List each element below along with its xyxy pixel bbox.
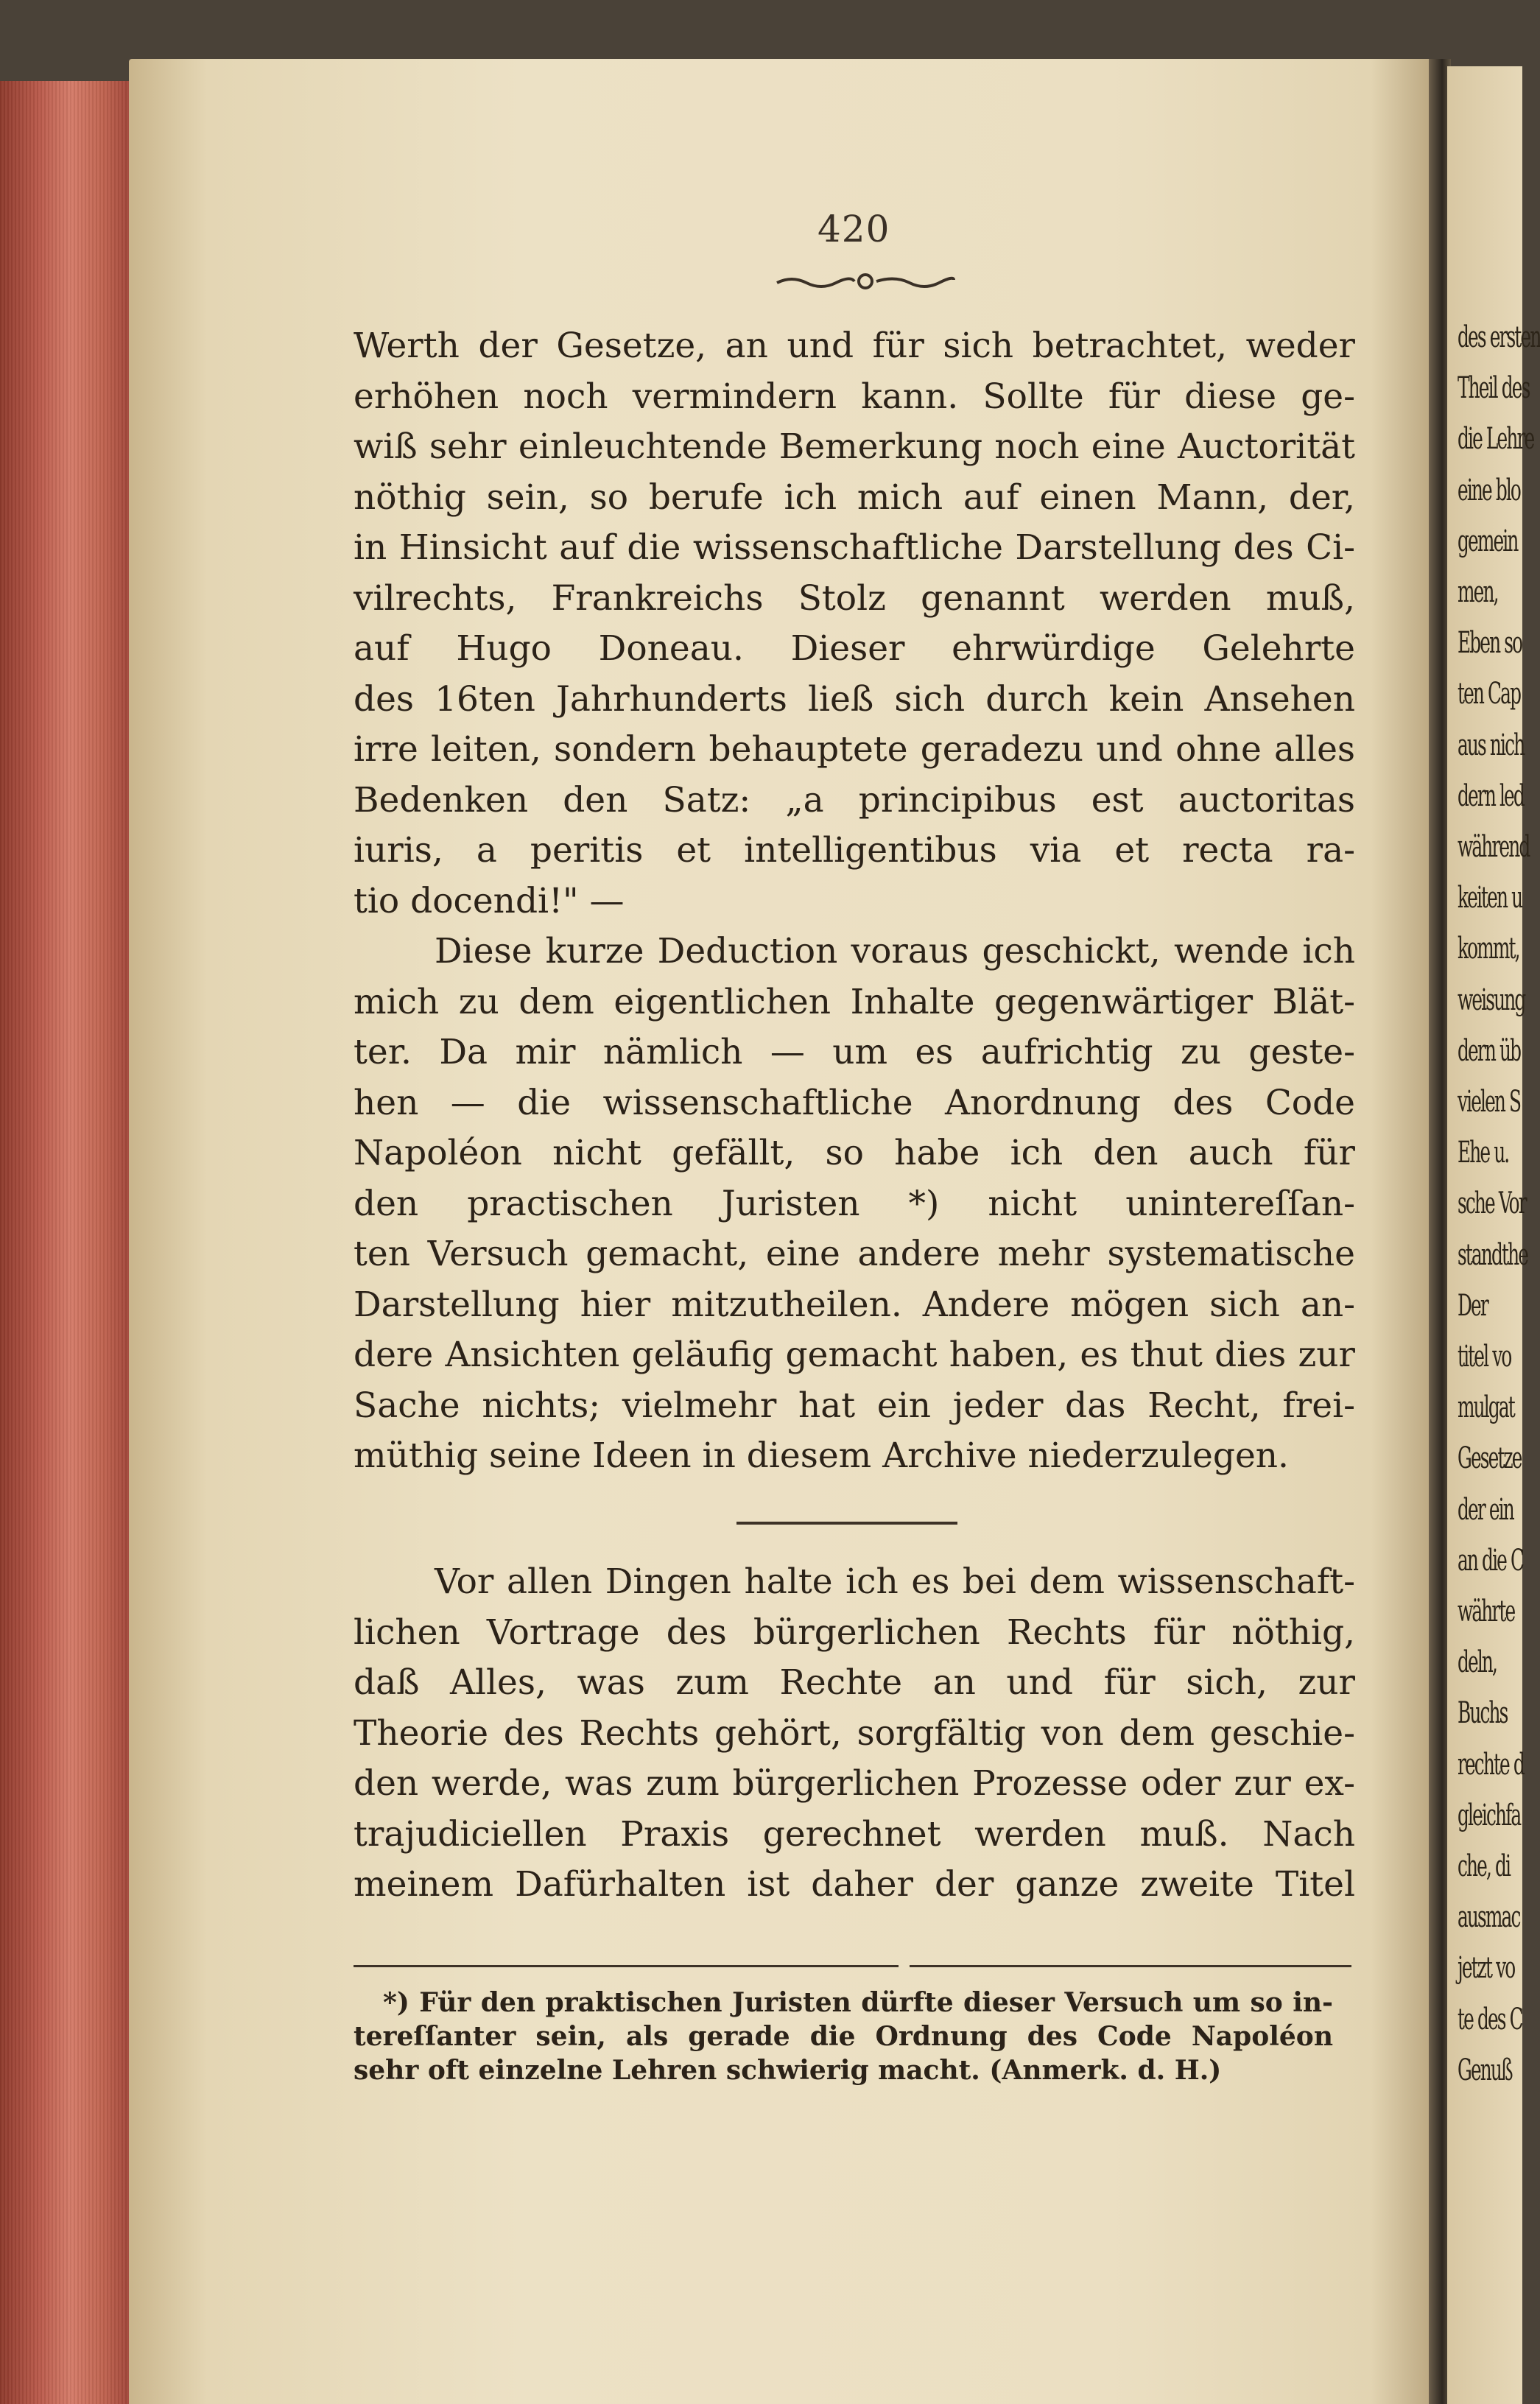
right-page-line: dern led — [1458, 779, 1524, 813]
text-line: Vor allen Dingen halte ich es bei dem wissenschaft- — [435, 1561, 1355, 1602]
text-line: nöthig sein, so berufe ich mich auf einen Mann, der, — [354, 477, 1355, 518]
right-page-line: Gesetze — [1458, 1441, 1522, 1476]
right-page-line: vielen S — [1458, 1085, 1521, 1119]
text-line: Bedenken den Satz: „a principibus est auctoritas — [354, 779, 1355, 820]
right-page-line: dern üb — [1458, 1033, 1521, 1068]
text-line: ter. Da mir nämlich — um es aufrichtig zu geste- — [354, 1032, 1355, 1072]
ornament-divider — [777, 271, 954, 292]
right-page-line: Der — [1458, 1288, 1488, 1323]
text-line: des 16ten Jahrhunderts ließ sich durch kein Ansehen — [354, 678, 1355, 720]
right-page-line: deln, — [1458, 1645, 1497, 1680]
right-page-line: gemein — [1458, 524, 1518, 558]
right-page-line: keiten u — [1458, 881, 1522, 915]
right-page-line: sche Vor — [1458, 1187, 1526, 1221]
right-page-line: rechte d — [1458, 1747, 1524, 1782]
text-line: meinem Dafürhalten ist daher der ganze zweite Titel — [354, 1864, 1355, 1905]
right-page-line: titel vo — [1458, 1340, 1511, 1374]
text-line: daß Alles, was zum Rechte an und für sich, zur — [354, 1662, 1355, 1703]
text-line: in Hinsicht auf die wissenschaftliche Darstellung des Ci- — [354, 527, 1355, 568]
text-line: sehr oft einzelne Lehren schwierig macht. (Anmerk. d. H.) — [354, 2055, 1222, 2086]
text-line: Napoléon nicht gefällt, so habe ich den auch für — [354, 1133, 1355, 1173]
right-page-line: Genuß — [1458, 2053, 1512, 2087]
text-line: irre leiten, sondern behauptete geradezu und ohne alles — [354, 729, 1355, 770]
text-line: tereſſanter sein, als gerade die Ordnung des Code Napoléon — [354, 2021, 1333, 2052]
text-line: Diese kurze Deduction voraus geschickt, wende ich — [435, 931, 1355, 971]
right-page-line: gleichfa — [1458, 1798, 1521, 1832]
right-page-line: che, di — [1458, 1849, 1511, 1883]
right-page-line: ten Cap — [1458, 677, 1521, 711]
text-line: Werth der Gesetze, an und für sich betrachtet, weder — [354, 326, 1355, 366]
text-line: *) Für den praktischen Juristen dürfte dieser Versuch um so in- — [383, 1987, 1333, 2018]
right-page-line: des ersten — [1458, 320, 1540, 354]
section-divider — [736, 1522, 957, 1525]
text-line: ten Versuch gemacht, eine andere mehr systematische — [354, 1234, 1355, 1274]
page-number: 420 — [818, 208, 890, 250]
right-page-line: der ein — [1458, 1492, 1513, 1527]
right-page-line: Eben so — [1458, 626, 1522, 661]
right-page-line: weisung — [1458, 983, 1525, 1017]
text-line: lichen Vortrage des bürgerlichen Rechts für nöthig, — [354, 1612, 1355, 1653]
right-page-fragment — [1447, 66, 1540, 2404]
text-line: hen — die wissenschaftliche Anordnung des Code — [354, 1082, 1355, 1123]
text-line: den werde, was zum bürgerlichen Prozesse oder zur ex- — [354, 1763, 1355, 1804]
right-page-line: währte — [1458, 1595, 1515, 1628]
text-line: tio docendi!" — — [354, 880, 625, 921]
right-page-line: standthe — [1458, 1237, 1528, 1272]
text-line: trajudiciellen Praxis gerechnet werden muß. Nach — [354, 1813, 1355, 1855]
text-line: auf Hugo Doneau. Dieser ehrwürdige Gelehrte — [354, 628, 1355, 669]
right-page-line: jetzt vo — [1458, 1951, 1515, 1986]
right-page-line: mulgat — [1458, 1391, 1514, 1425]
right-page-line: an die C — [1458, 1543, 1524, 1578]
text-line: dere Ansichten geläufig gemacht haben, es thut dies zur — [354, 1335, 1355, 1375]
text-line: Theorie des Rechts gehört, sorgfältig von dem geschie- — [354, 1712, 1355, 1754]
right-page-line: eine blo — [1458, 473, 1520, 507]
right-page-line: Theil des — [1458, 371, 1530, 406]
text-line: müthig seine Ideen in diesem Archive niederzulegen. — [354, 1435, 1289, 1476]
right-page-line: Ehe u. — [1458, 1136, 1509, 1170]
right-page-line: während — [1458, 830, 1530, 864]
right-page-line: men, — [1458, 575, 1498, 609]
right-page-line: ausmac — [1458, 1900, 1520, 1935]
text-line: Darstellung hier mitzutheilen. Andere mögen sich an- — [354, 1284, 1355, 1325]
text-line: Sache nichts; vielmehr hat ein jeder das Recht, frei- — [354, 1385, 1355, 1426]
right-page-line: aus nich — [1458, 728, 1525, 762]
text-line: erhöhen noch vermindern kann. Sollte für diese ge- — [354, 376, 1355, 417]
right-page-line: Buchs — [1458, 1696, 1508, 1731]
right-page-line: die Lehre — [1458, 422, 1534, 457]
text-line: den practischen Juristen *) nicht unintereſſan- — [354, 1183, 1355, 1224]
text-line: iuris, a peritis et intelligentibus via et recta ra- — [354, 830, 1355, 871]
book-page-edges — [0, 81, 129, 2404]
text-line: wiß sehr einleuchtende Bemerkung noch eine Auctorität — [354, 426, 1355, 467]
footnote-rule-left — [354, 1965, 899, 1967]
text-line: vilrechts, Frankreichs Stolz genannt werden muß, — [354, 577, 1355, 619]
footnote-rule-right — [910, 1965, 1351, 1967]
text-line: mich zu dem eigentlichen Inhalte gegenwärtiger Blät- — [354, 981, 1355, 1022]
right-page-line: kommt, — [1458, 932, 1519, 966]
right-page-line: te des C — [1458, 2002, 1522, 2036]
